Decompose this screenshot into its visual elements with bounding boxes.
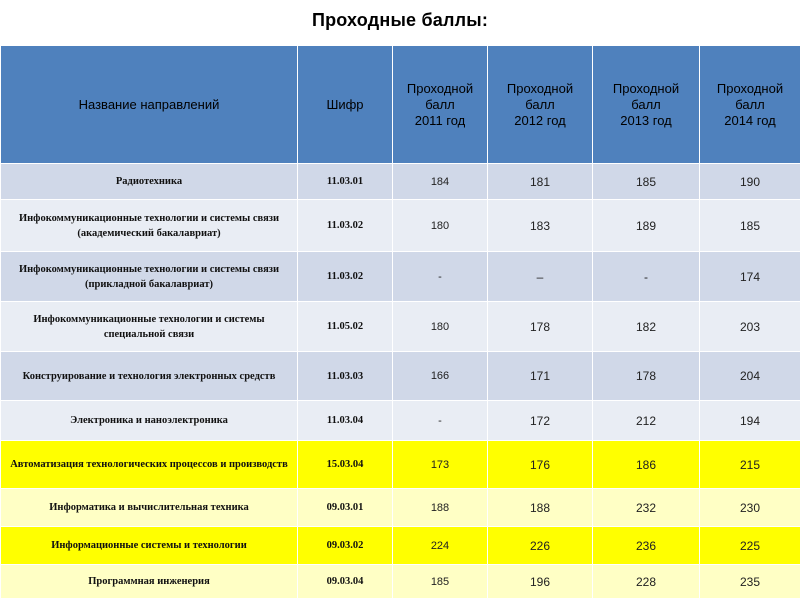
header-2014-line-2: балл [735, 96, 765, 112]
score-2014: 225 [700, 527, 800, 565]
direction-name: Автоматизация технологических процессов и производств [1, 441, 298, 489]
header-score-2013 [593, 46, 700, 164]
table-row [1, 252, 800, 302]
table-row [1, 200, 800, 252]
direction-name: Программная инженерия [1, 565, 298, 599]
score-2011: 180 [393, 302, 488, 352]
score-2012: 188 [488, 489, 593, 527]
score-2011: 188 [393, 489, 488, 527]
direction-name: Электроника и наноэлектроника [1, 401, 298, 441]
score-2013: 212 [593, 401, 700, 441]
score-2011: - [393, 401, 488, 441]
score-2012: 226 [488, 527, 593, 565]
score-2012: 171 [488, 352, 593, 401]
score-2012: 176 [488, 441, 593, 489]
score-2012: – [488, 252, 593, 302]
direction-code: 11.03.01 [298, 164, 393, 200]
table-row-highlighted [1, 441, 800, 489]
score-2011: 184 [393, 164, 488, 200]
score-2012: 172 [488, 401, 593, 441]
score-2013: 232 [593, 489, 700, 527]
score-2013: 228 [593, 565, 700, 599]
table-row-highlighted [1, 527, 800, 565]
direction-code: 11.03.04 [298, 401, 393, 441]
score-2014: 194 [700, 401, 800, 441]
table-row [1, 352, 800, 401]
direction-name: Инфокоммуникационные технологии и системы связи (прикладной бакалавриат) [1, 252, 298, 302]
header-code: Шифр [298, 46, 393, 164]
table-row [1, 401, 800, 441]
direction-code: 09.03.04 [298, 565, 393, 599]
score-2011: 173 [393, 441, 488, 489]
header-2012-line-3: 2012 год [514, 112, 566, 128]
table-row [1, 302, 800, 352]
score-2014: 215 [700, 441, 800, 489]
score-2013: 186 [593, 441, 700, 489]
direction-name: Информатика и вычислительная техника [1, 489, 298, 527]
score-2011: 224 [393, 527, 488, 565]
score-2014: 235 [700, 565, 800, 599]
header-2014-line-1: Проходной [716, 80, 784, 96]
header-2011-line-3: 2011 год [414, 112, 466, 128]
header-2011-line-1: Проходной [406, 80, 474, 96]
score-2014: 204 [700, 352, 800, 401]
score-2013: 178 [593, 352, 700, 401]
score-2014: 174 [700, 252, 800, 302]
passing-scores-table [0, 45, 800, 599]
header-2013-line-1: Проходной [612, 80, 680, 96]
score-2012: 183 [488, 200, 593, 252]
score-2013: 185 [593, 164, 700, 200]
direction-name: Радиотехника [1, 164, 298, 200]
score-2013: 236 [593, 527, 700, 565]
header-score-2011 [393, 46, 488, 164]
score-2013: - [593, 252, 700, 302]
score-2014: 230 [700, 489, 800, 527]
table-row [1, 164, 800, 200]
score-2012: 196 [488, 565, 593, 599]
direction-name: Инфокоммуникационные технологии и системы специальной связи [1, 302, 298, 352]
direction-code: 11.03.02 [298, 252, 393, 302]
direction-code: 11.03.02 [298, 200, 393, 252]
direction-code: 15.03.04 [298, 441, 393, 489]
direction-code: 11.05.02 [298, 302, 393, 352]
direction-code: 09.03.01 [298, 489, 393, 527]
header-2013-line-2: балл [631, 96, 661, 112]
direction-code: 11.03.03 [298, 352, 393, 401]
score-2013: 182 [593, 302, 700, 352]
direction-name: Конструирование и технология электронных средств [1, 352, 298, 401]
table-row-highlighted [1, 489, 800, 527]
score-2014: 190 [700, 164, 800, 200]
header-2012-line-2: балл [525, 96, 555, 112]
score-2011: 166 [393, 352, 488, 401]
header-direction-name: Название направлений [1, 46, 298, 164]
header-row [1, 46, 800, 164]
score-2011: - [393, 252, 488, 302]
direction-name: Инфокоммуникационные технологии и системы связи (академический бакалавриат) [1, 200, 298, 252]
header-score-2012 [488, 46, 593, 164]
header-score-2014 [700, 46, 800, 164]
header-2013-line-3: 2013 год [620, 112, 672, 128]
page-title: Проходные баллы: [311, 10, 489, 30]
score-2014: 185 [700, 200, 800, 252]
table-row-highlighted [1, 565, 800, 599]
direction-name: Информационные системы и технологии [1, 527, 298, 565]
header-2014-line-3: 2014 год [724, 112, 776, 128]
score-2012: 181 [488, 164, 593, 200]
score-2012: 178 [488, 302, 593, 352]
header-2011-line-2: балл [425, 96, 455, 112]
score-2014: 203 [700, 302, 800, 352]
score-2013: 189 [593, 200, 700, 252]
direction-code: 09.03.02 [298, 527, 393, 565]
header-2012-line-1: Проходной [506, 80, 574, 96]
score-2011: 185 [393, 565, 488, 599]
score-2011: 180 [393, 200, 488, 252]
